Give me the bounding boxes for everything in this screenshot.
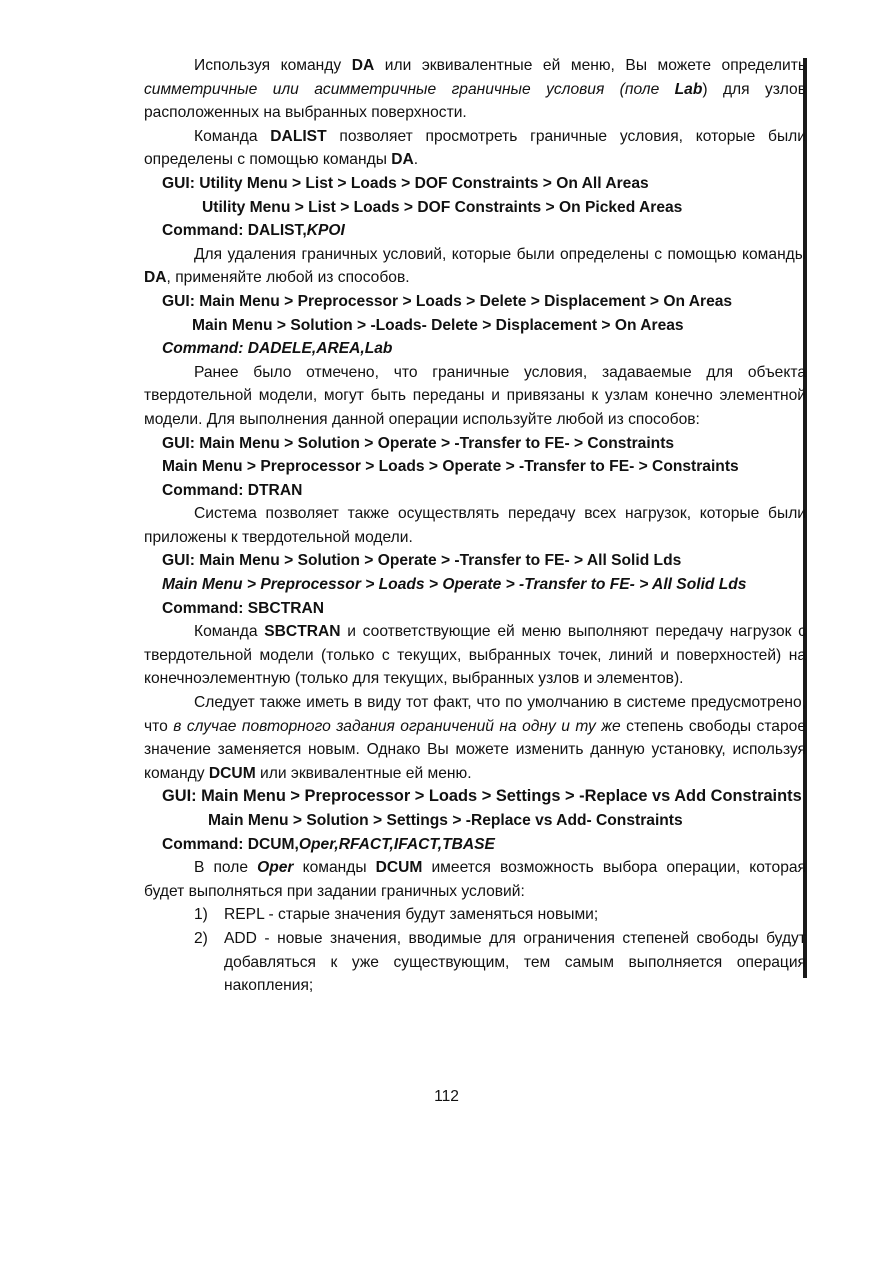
gui-path: GUI: Main Menu > Preprocessor > Loads > Settings > -Replace vs Add Constraints	[162, 787, 802, 806]
text-run: Для удаления граничных условий, которые были определены с помощью команды	[194, 245, 806, 263]
paragraph-sbctran	[144, 620, 806, 691]
list-item	[144, 903, 806, 927]
command-line	[144, 597, 806, 621]
gui-path: Main Menu > Preprocessor > Loads > Operate > -Transfer to FE- > Constraints	[162, 458, 739, 476]
text-run: или эквивалентные ей меню.	[255, 764, 472, 782]
gui-path: GUI: Main Menu > Preprocessor > Loads > Delete > Displacement > On Areas	[162, 292, 733, 310]
list-item-number: 2)	[194, 929, 208, 947]
text-run: Команда	[194, 127, 271, 145]
gui-path: Utility Menu > List > Loads > DOF Constraints > On Picked Areas	[202, 198, 683, 216]
page-number: 112	[434, 1088, 459, 1105]
text-run: степень свободы старое значение заменяется новым. Однако Вы можете изменить данную установку, используя команду	[144, 717, 806, 782]
command-keyword: DALIST	[270, 127, 327, 145]
paragraph-delete	[144, 243, 806, 290]
text-run: или эквивалентные ей меню, Вы можете определить	[374, 57, 806, 74]
oper-options-list	[144, 903, 806, 997]
list-item-text: ADD - новые значения, вводимые для ограничения степеней свободы будут добавляться к уже существующим, тем самым выполняется операция накопления;	[224, 929, 806, 995]
text-run: имеется возможность выбора операции, которая будет выполняться при задании граничных условий:	[144, 859, 806, 900]
paragraph-oper-field	[144, 856, 806, 903]
gui-path: Main Menu > Preprocessor > Loads > Operate > -Transfer to FE- > All Solid Lds	[162, 576, 747, 594]
paragraph-dalist	[144, 125, 806, 172]
command-name: Command: SBCTRAN	[162, 599, 324, 617]
text-run: позволяет просмотреть граничные условия, которые были определены с помощью команды	[144, 127, 806, 169]
text-run: команды	[293, 859, 376, 877]
command-line	[144, 337, 806, 361]
gui-path: GUI: Main Menu > Solution > Operate > -Transfer to FE- > All Solid Lds	[162, 552, 682, 570]
page-body	[144, 54, 806, 998]
command-name: Command: DALIST,	[162, 222, 307, 240]
command-keyword: DA	[391, 151, 414, 169]
text-run-italic: в случае повторного задания ограничений на одну и ту же	[173, 717, 621, 735]
text-run: и соответствующие ей меню выполняют передачу нагрузок с твердотельной модели (только с текущих, выбранных точек, линий и поверхностей) на конечноэлементную (только для текущих, выбранных узлов и элементов).	[144, 623, 806, 688]
command-keyword: DA	[351, 57, 375, 74]
command-name: Command: DTRAN	[162, 481, 303, 499]
command-name: Command: DCUM,	[162, 835, 299, 853]
gui-path: GUI: Utility Menu > List > Loads > DOF Constraints > On All Areas	[162, 174, 649, 192]
text-run-italic: симметричные или асимметричные граничные условия (поле	[144, 80, 675, 98]
command-name: Command: DADELE,	[162, 340, 317, 358]
text-run: , применяйте любой из способов.	[166, 269, 410, 287]
command-line	[144, 479, 806, 503]
list-item	[144, 927, 806, 998]
paragraph-da-command	[144, 54, 806, 125]
paragraph-all-loads: Система позволяет также осуществлять передачу всех нагрузок, которые были приложены к твердотельной модели.	[144, 505, 806, 546]
text-run: Следует также иметь в виду тот факт, что по умолчанию в системе предусмотрено, что	[144, 694, 806, 735]
text-run: Команда	[194, 623, 265, 641]
text-run: .	[413, 151, 419, 169]
command-keyword: DA	[144, 269, 167, 287]
command-args: KPOI	[306, 222, 345, 240]
command-keyword: DCUM	[208, 764, 256, 782]
paragraph-replace-default	[144, 691, 806, 785]
paragraph-transfer: Ранее было отмечено, что граничные условия, задаваемые для объекта твердотельной модели, могут быть переданы и привязаны к узлам конечно элементной модели. Для выполнения данной операции используйте любой из способов:	[144, 363, 806, 428]
gui-path: Main Menu > Solution > Settings > -Replace vs Add- Constraints	[208, 812, 683, 829]
text-run: Используя команду	[194, 57, 352, 74]
field-name: Lab	[674, 80, 703, 98]
text-run: ) для узлов расположенных на выбранных поверхности.	[144, 80, 806, 122]
command-line	[144, 833, 806, 857]
field-name: Oper	[257, 859, 294, 877]
command-args: Oper,RFACT,IFACT,TBASE	[298, 835, 495, 853]
gui-path: Main Menu > Solution > -Loads- Delete > Displacement > On Areas	[192, 316, 684, 334]
command-keyword: SBCTRAN	[264, 623, 341, 641]
list-item-text: REPL - старые значения будут заменяться новыми;	[224, 906, 599, 924]
list-item-number: 1)	[194, 906, 208, 924]
gui-path: GUI: Main Menu > Solution > Operate > -Transfer to FE- > Constraints	[162, 434, 675, 452]
command-keyword: DCUM	[375, 859, 423, 877]
command-line	[144, 219, 806, 243]
command-args: AREA,Lab	[316, 340, 393, 358]
text-run: В поле	[194, 859, 258, 877]
